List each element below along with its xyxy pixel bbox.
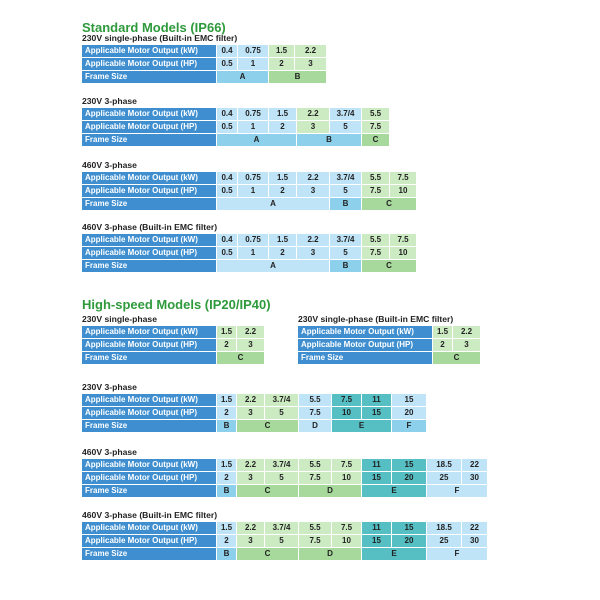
row-label-hp: Applicable Motor Output (HP) (82, 535, 216, 547)
hp-cell: 2 (269, 247, 297, 259)
row-label-frame: Frame Size (82, 485, 216, 497)
row-label-hp: Applicable Motor Output (HP) (82, 472, 216, 484)
kw-cell: 5.5 (362, 234, 390, 246)
kw-cell: 1.5 (269, 45, 295, 57)
table-title: 230V single-phase (Built-in EMC filter) (82, 33, 238, 43)
kw-cell: 3.7/4 (265, 522, 299, 534)
hp-cell: 1 (238, 58, 269, 70)
kw-cell: 7.5 (332, 394, 362, 406)
hp-cell: 15 (362, 535, 392, 547)
frame-size-cell: B (330, 198, 362, 210)
kw-cell: 3.7/4 (265, 394, 299, 406)
hp-cell: 7.5 (362, 247, 390, 259)
hp-cell: 7.5 (299, 407, 332, 419)
hp-cell: 3 (237, 472, 265, 484)
row-label-kw: Applicable Motor Output (kW) (82, 326, 216, 338)
frame-size-cell: E (362, 485, 427, 497)
kw-cell: 5.5 (362, 108, 390, 120)
kw-cell: 22 (462, 459, 488, 471)
kw-cell: 5.5 (362, 172, 390, 184)
kw-cell: 0.75 (238, 172, 269, 184)
hp-cell: 5 (265, 472, 299, 484)
hp-cell: 3 (237, 535, 265, 547)
kw-cell: 0.4 (217, 172, 238, 184)
row-label-kw: Applicable Motor Output (kW) (82, 394, 216, 406)
kw-cell: 5.5 (299, 459, 332, 471)
kw-cell: 5.5 (299, 522, 332, 534)
kw-cell: 7.5 (332, 522, 362, 534)
frame-size-cell: B (330, 260, 362, 272)
row-label-kw: Applicable Motor Output (kW) (82, 234, 216, 246)
kw-cell: 7.5 (390, 234, 417, 246)
table-title: 460V 3-phase (82, 447, 137, 457)
kw-cell: 0.4 (217, 234, 238, 246)
kw-cell: 15 (392, 522, 427, 534)
hp-cell: 5 (330, 247, 362, 259)
frame-size-cell: C (362, 198, 417, 210)
hp-cell: 15 (362, 472, 392, 484)
highspeed-models-heading: High-speed Models (IP20/IP40) (82, 297, 271, 312)
hp-cell: 25 (427, 472, 462, 484)
row-label-frame: Frame Size (82, 352, 216, 364)
hp-cell: 0.5 (217, 121, 238, 133)
hp-cell: 10 (390, 185, 417, 197)
hp-cell: 7.5 (362, 121, 390, 133)
kw-cell: 2.2 (237, 522, 265, 534)
row-label-hp: Applicable Motor Output (HP) (82, 407, 216, 419)
hp-cell: 2 (217, 407, 237, 419)
hp-cell: 15 (362, 407, 392, 419)
kw-cell: 2.2 (453, 326, 481, 338)
hp-cell: 10 (332, 472, 362, 484)
kw-cell: 5.5 (299, 394, 332, 406)
hp-cell: 5 (265, 535, 299, 547)
kw-cell: 1.5 (217, 459, 237, 471)
kw-cell: 2.2 (297, 108, 330, 120)
frame-size-cell: F (427, 548, 488, 560)
hp-cell: 0.5 (217, 185, 238, 197)
table-title: 230V single-phase (Built-in EMC filter) (298, 314, 454, 324)
row-label-hp: Applicable Motor Output (HP) (82, 339, 216, 351)
kw-cell: 11 (362, 522, 392, 534)
frame-size-cell: C (362, 260, 417, 272)
standard-models-heading: Standard Models (IP66) (82, 20, 226, 35)
row-label-hp: Applicable Motor Output (HP) (82, 247, 216, 259)
row-label-hp: Applicable Motor Output (HP) (82, 58, 216, 70)
hp-cell: 5 (330, 121, 362, 133)
hp-cell: 3 (237, 339, 265, 351)
frame-size-cell: F (427, 485, 488, 497)
hp-cell: 20 (392, 407, 427, 419)
table-title: 230V 3-phase (82, 382, 137, 392)
frame-size-cell: A (217, 260, 330, 272)
hp-cell: 2 (269, 185, 297, 197)
frame-size-cell: E (332, 420, 392, 432)
frame-size-cell: B (297, 134, 362, 146)
kw-cell: 1.5 (269, 108, 297, 120)
hp-cell: 2 (269, 121, 297, 133)
hp-cell: 20 (392, 535, 427, 547)
kw-cell: 3.7/4 (265, 459, 299, 471)
hp-cell: 0.5 (217, 58, 238, 70)
kw-cell: 1.5 (217, 394, 237, 406)
frame-size-cell: B (217, 548, 237, 560)
hp-cell: 30 (462, 535, 488, 547)
frame-size-cell: D (299, 548, 362, 560)
kw-cell: 15 (392, 394, 427, 406)
hp-cell: 10 (332, 535, 362, 547)
row-label-frame: Frame Size (82, 198, 216, 210)
hp-cell: 3 (297, 121, 330, 133)
hp-cell: 7.5 (299, 472, 332, 484)
row-label-frame: Frame Size (82, 71, 216, 83)
kw-cell: 22 (462, 522, 488, 534)
kw-cell: 2.2 (237, 326, 265, 338)
kw-cell: 3.7/4 (330, 234, 362, 246)
kw-cell: 18.5 (427, 522, 462, 534)
row-label-frame: Frame Size (82, 548, 216, 560)
hp-cell: 7.5 (362, 185, 390, 197)
row-label-kw: Applicable Motor Output (kW) (82, 522, 216, 534)
kw-cell: 3.7/4 (330, 108, 362, 120)
hp-cell: 20 (392, 472, 427, 484)
kw-cell: 15 (392, 459, 427, 471)
kw-cell: 1.5 (269, 234, 297, 246)
kw-cell: 0.4 (217, 108, 238, 120)
hp-cell: 2 (217, 472, 237, 484)
row-label-frame: Frame Size (82, 260, 216, 272)
kw-cell: 2.2 (295, 45, 327, 57)
frame-size-cell: E (362, 548, 427, 560)
frame-size-cell: A (217, 71, 269, 83)
hp-cell: 0.5 (217, 247, 238, 259)
kw-cell: 7.5 (390, 172, 417, 184)
kw-cell: 11 (362, 394, 392, 406)
hp-cell: 2 (217, 339, 237, 351)
frame-size-cell: A (217, 134, 297, 146)
frame-size-cell: C (237, 420, 299, 432)
row-label-frame: Frame Size (82, 420, 216, 432)
row-label-kw: Applicable Motor Output (kW) (298, 326, 432, 338)
hp-cell: 2 (433, 339, 453, 351)
row-label-hp: Applicable Motor Output (HP) (298, 339, 432, 351)
kw-cell: 18.5 (427, 459, 462, 471)
kw-cell: 2.2 (237, 394, 265, 406)
frame-size-cell: C (217, 352, 265, 364)
hp-cell: 3 (453, 339, 481, 351)
hp-cell: 10 (332, 407, 362, 419)
row-label-frame: Frame Size (298, 352, 432, 364)
hp-cell: 2 (217, 535, 237, 547)
hp-cell: 3 (295, 58, 327, 70)
table-title: 460V 3-phase (Built-in EMC filter) (82, 510, 218, 520)
kw-cell: 2.2 (297, 172, 330, 184)
frame-size-cell: D (299, 420, 332, 432)
row-label-kw: Applicable Motor Output (kW) (82, 172, 216, 184)
frame-size-cell: C (237, 548, 299, 560)
hp-cell: 5 (265, 407, 299, 419)
frame-size-cell: C (362, 134, 390, 146)
row-label-frame: Frame Size (82, 134, 216, 146)
table-title: 230V 3-phase (82, 96, 137, 106)
kw-cell: 11 (362, 459, 392, 471)
hp-cell: 2 (269, 58, 295, 70)
hp-cell: 7.5 (299, 535, 332, 547)
frame-size-cell: F (392, 420, 427, 432)
kw-cell: 1.5 (217, 522, 237, 534)
table-title: 230V single-phase (82, 314, 157, 324)
frame-size-cell: C (237, 485, 299, 497)
frame-size-cell: B (269, 71, 327, 83)
row-label-kw: Applicable Motor Output (kW) (82, 45, 216, 57)
kw-cell: 0.75 (238, 108, 269, 120)
hp-cell: 3 (237, 407, 265, 419)
kw-cell: 0.75 (238, 234, 269, 246)
table-title: 460V 3-phase (Built-in EMC filter) (82, 222, 218, 232)
frame-size-cell: D (299, 485, 362, 497)
kw-cell: 7.5 (332, 459, 362, 471)
row-label-kw: Applicable Motor Output (kW) (82, 108, 216, 120)
frame-size-cell: C (433, 352, 481, 364)
frame-size-cell: B (217, 420, 237, 432)
frame-size-cell: B (217, 485, 237, 497)
kw-cell: 1.5 (433, 326, 453, 338)
hp-cell: 3 (297, 185, 330, 197)
kw-cell: 0.4 (217, 45, 238, 57)
frame-size-cell: A (217, 198, 330, 210)
kw-cell: 1.5 (217, 326, 237, 338)
hp-cell: 1 (238, 121, 269, 133)
kw-cell: 1.5 (269, 172, 297, 184)
hp-cell: 1 (238, 247, 269, 259)
kw-cell: 0.75 (238, 45, 269, 57)
hp-cell: 30 (462, 472, 488, 484)
row-label-hp: Applicable Motor Output (HP) (82, 121, 216, 133)
hp-cell: 25 (427, 535, 462, 547)
kw-cell: 2.2 (237, 459, 265, 471)
hp-cell: 10 (390, 247, 417, 259)
hp-cell: 3 (297, 247, 330, 259)
hp-cell: 1 (238, 185, 269, 197)
row-label-hp: Applicable Motor Output (HP) (82, 185, 216, 197)
row-label-kw: Applicable Motor Output (kW) (82, 459, 216, 471)
hp-cell: 5 (330, 185, 362, 197)
kw-cell: 3.7/4 (330, 172, 362, 184)
table-title: 460V 3-phase (82, 160, 137, 170)
kw-cell: 2.2 (297, 234, 330, 246)
